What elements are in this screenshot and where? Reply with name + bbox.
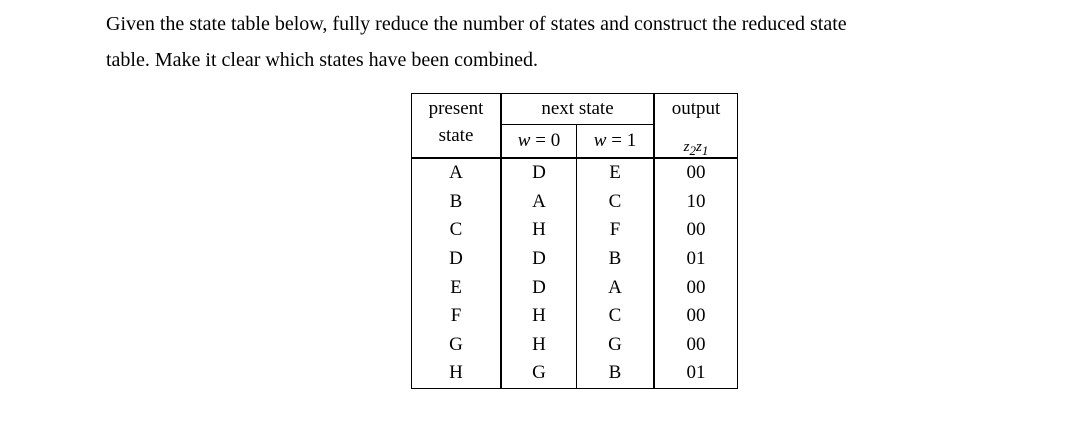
- z2-var: z: [683, 138, 690, 155]
- next-state-w1-cell: C: [577, 188, 655, 217]
- present-state-cell: H: [412, 359, 502, 388]
- header-row-2: [412, 125, 738, 159]
- z-header: [654, 125, 738, 159]
- problem-statement: [106, 6, 1066, 78]
- table-row: [412, 216, 738, 245]
- z-header-label: [683, 138, 709, 158]
- present-state-cell: C: [412, 216, 502, 245]
- output-cell: 01: [654, 245, 738, 274]
- next-state-header: next state: [501, 94, 654, 125]
- next-state-w1-cell: F: [577, 216, 655, 245]
- output-header: output: [654, 94, 738, 125]
- state-table: [411, 93, 738, 389]
- w1-header: [577, 125, 655, 159]
- next-state-w0-cell: G: [501, 359, 577, 388]
- table-row: [412, 158, 738, 188]
- present-state-cell: F: [412, 302, 502, 331]
- next-state-w0-cell: A: [501, 188, 577, 217]
- state-header: state: [412, 125, 502, 159]
- next-state-w0-cell: D: [501, 158, 577, 188]
- table-row: [412, 359, 738, 388]
- z1-var: z: [696, 138, 702, 155]
- output-cell: 00: [654, 216, 738, 245]
- table-row: [412, 245, 738, 274]
- next-state-w1-cell: B: [577, 245, 655, 274]
- next-state-w0-cell: H: [501, 331, 577, 360]
- present-state-cell: A: [412, 158, 502, 188]
- present-header-label: present: [428, 98, 484, 120]
- output-cell: 00: [654, 273, 738, 302]
- next-state-w1-cell: G: [577, 331, 655, 360]
- next-state-w1-cell: C: [577, 302, 655, 331]
- header-row-1: [412, 94, 738, 125]
- next-state-w0-cell: H: [501, 302, 577, 331]
- next-state-w1-cell: E: [577, 158, 655, 188]
- table-row: [412, 331, 738, 360]
- z2-sub: 2: [689, 142, 696, 158]
- problem-line-2: table. Make it clear which states have been combined.: [106, 49, 539, 71]
- present-header: [412, 94, 502, 125]
- table-row: [412, 273, 738, 302]
- z1-sub: 1: [701, 142, 709, 158]
- next-state-w1-cell: A: [577, 273, 655, 302]
- output-cell: 01: [654, 359, 738, 388]
- w0-var: w: [517, 130, 531, 151]
- output-cell: 10: [654, 188, 738, 217]
- output-cell: 00: [654, 331, 738, 360]
- output-cell: 00: [654, 302, 738, 331]
- present-state-cell: G: [412, 331, 502, 360]
- w1-rest: = 1: [606, 130, 637, 151]
- present-state-cell: B: [412, 188, 502, 217]
- next-state-w0-cell: H: [501, 216, 577, 245]
- w1-var: w: [593, 130, 607, 151]
- next-state-w0-cell: D: [501, 245, 577, 274]
- table-row: [412, 302, 738, 331]
- w0-header: [501, 125, 577, 159]
- output-cell: 00: [654, 158, 738, 188]
- problem-line-1: Given the state table below, fully reduce the number of states and construct the reduced state: [106, 13, 847, 35]
- present-state-cell: E: [412, 273, 502, 302]
- present-state-cell: D: [412, 245, 502, 274]
- next-state-w0-cell: D: [501, 273, 577, 302]
- w0-rest: = 0: [530, 130, 561, 151]
- table-row: [412, 188, 738, 217]
- next-state-w1-cell: B: [577, 359, 655, 388]
